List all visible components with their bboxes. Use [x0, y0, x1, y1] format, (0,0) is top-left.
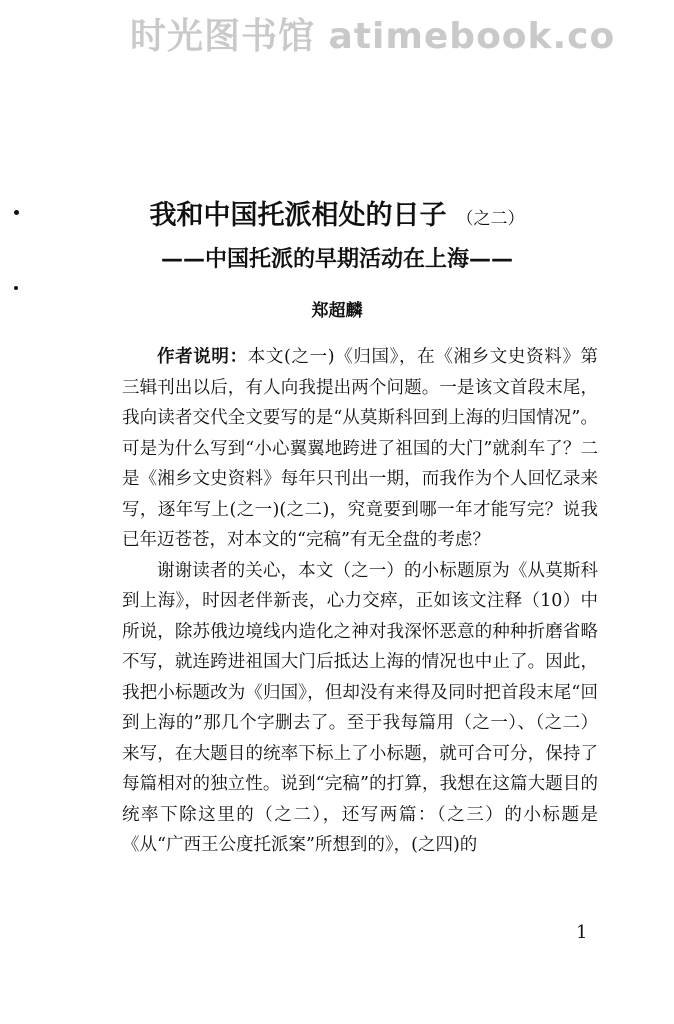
paragraph-text: 本文(之一)《归国》，在《湘乡文史资料》第三辑刊出以后，有人向我提出两个问题。一是该文首段末尾，我向读者交代全文要写的是“从莫斯科回到上海的归国情况”。可是为什么写到“小心翼翼地跨进了祖国的大门”就刹车了？二是《湘乡文史资料》每年只刊出一期，而我作为个人回忆录来写，逐年写上(之一)(之二)，究竟要到哪一年才能写完？说我已年迈苍苍，对本文的“完稿”有无全盘的考虑？	[122, 347, 598, 550]
author-name: 郑超麟	[311, 301, 363, 321]
note-label: 作者说明：	[157, 347, 248, 367]
article-title	[0, 193, 674, 232]
watermark-text: 时光图书馆 atimebook.co	[130, 16, 616, 57]
title-part: （之二）	[456, 209, 525, 229]
paragraph-author-note	[122, 342, 598, 556]
article-body	[122, 342, 598, 861]
title-text: 我和中国托派相处的日子	[149, 200, 447, 231]
paragraph-text: 谢谢读者的关心，本文（之一）的小标题原为《从莫斯科到上海》，时因老伴新丧，心力交瘁，正如该文注释（10）中所说，除苏俄边境线内造化之神对我深怀恶意的种种折磨省略不写，就连跨进祖国大门后抵达上海的情况也中止了。因此，我把小标题改为《归国》，但却没有来得及同时把首段末尾“回到上海的”那几个字删去了。至于我每篇用（之一）、（之二）来写，在大题目的统率下标上了小标题，就可合可分，保持了每篇相对的独立性。说到“完稿”的打算，我想在这篇大题目的统率下除这里的（之二），还写两篇：（之三）的小标题是《从“广西王公度托派案”所想到的》，(之四)的	[122, 560, 598, 855]
article-subtitle: ——中国托派的早期活动在上海——	[160, 247, 513, 272]
scan-speck	[14, 286, 18, 290]
page-number: 1	[576, 922, 588, 943]
paragraph-reply	[122, 556, 598, 861]
